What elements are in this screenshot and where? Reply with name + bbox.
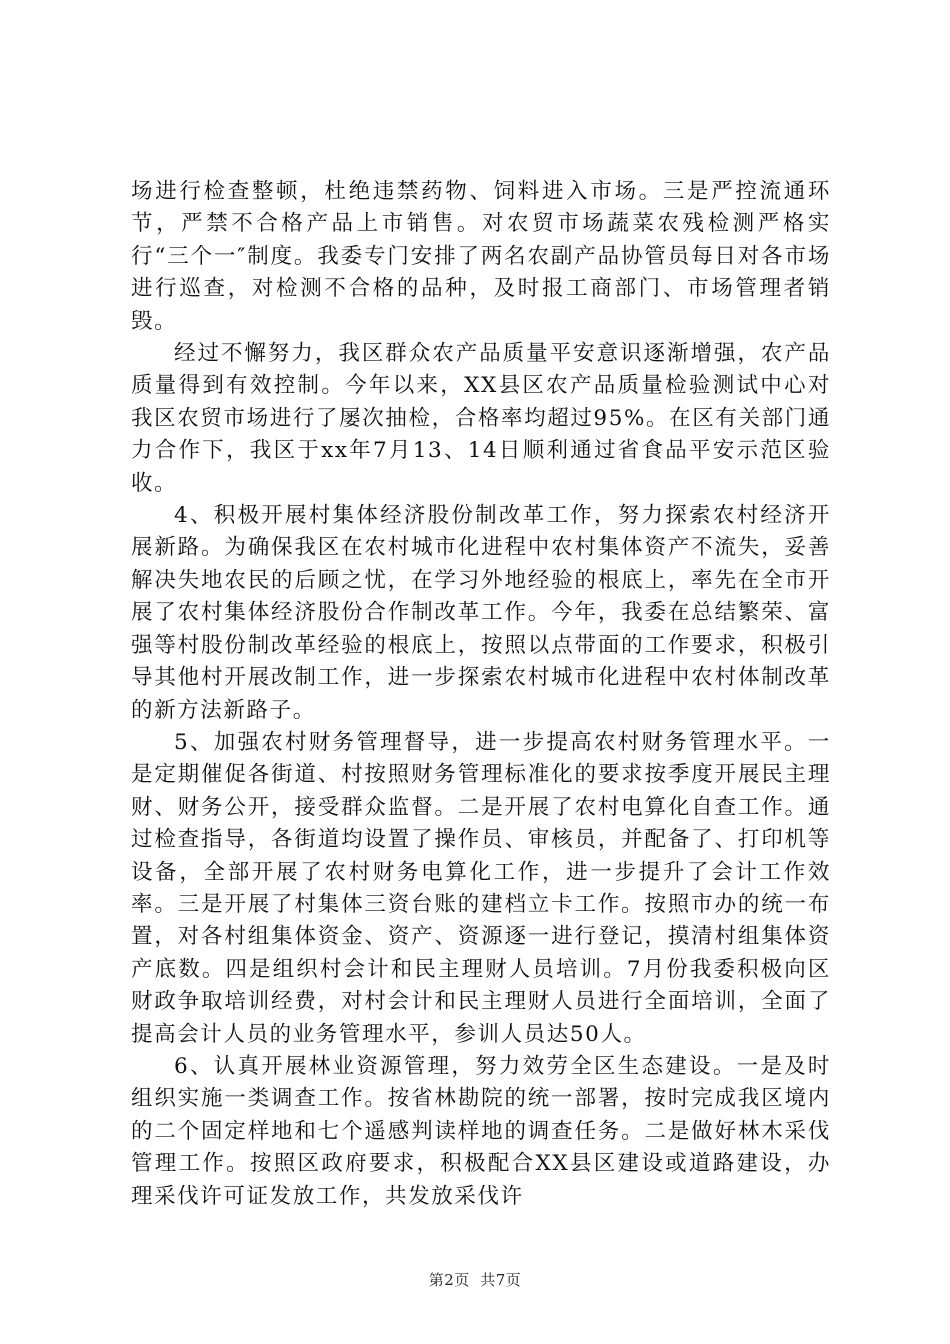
paragraph-1: 场进行检查整顿，杜绝违禁药物、饲料进入市场。三是严控流通环节，严禁不合格产品上市销售。对农贸市场蔬菜农残检测严格实行“三个一″制度。我委专门安排了两名农副产品协管员每日对各市场进行巡查，对检测不合格的品种，及时报工商部门、市场管理者销毁。 — [131, 179, 831, 334]
page-number: 第2页 共7页 — [428, 1271, 522, 1289]
page-footer — [0, 1270, 950, 1290]
paragraph-4: 5、加强农村财务管理督导，进一步提高农村财务管理水平。一是定期催促各街道、村按照财务管理标准化的要求按季度开展民主理财、财务公开，接受群众监督。二是开展了农村电算化自查工作。通过检查指导，各街道均设置了操作员、审核员，并配备了、打印机等设备，全部开展了农村财务电算化工作，进一步提升了会计工作效率。三是开展了村集体三资台账的建档立卡工作。按照市办的统一布置，对各村组集体资金、资产、资源逐一进行登记，摸清村组集体资产底数。四是组织村会计和民主理财人员培训。7月份我委积极向区财政争取培训经费，对村会计和民主理财人员进行全面培训，全面了提高会计人员的业务管理水平，参训人员达50人。 — [131, 729, 831, 1047]
paragraph-5: 6、认真开展林业资源管理，努力效劳全区生态建设。一是及时组织实施一类调查工作。按省林勘院的统一部署，按时完成我区境内的二个固定样地和七个遥感判读样地的调查任务。二是做好林木采伐管理工作。按照区政府要求，积极配合XX县区建设或道路建设，办理采伐许可证发放工作，共发放采伐许 — [131, 1053, 831, 1209]
paragraph-2: 经过不懈努力，我区群众农产品质量平安意识逐渐增强，农产品质量得到有效控制。今年以来，XX县区农产品质量检验测试中心对我区农贸市场进行了屡次抽检，合格率均超过95%。在区有关部门通力合作下，我区于xx年7月13、14日顺利通过省食品平安示范区验收。 — [131, 341, 831, 496]
paragraph-3: 4、积极开展村集体经济股份制改革工作，努力探索农村经济开展新路。为确保我区在农村城市化进程中农村集体资产不流失，妥善解决失地农民的后顾之忧，在学习外地经验的根底上，率先在全市开展了农村集体经济股份合作制改革工作。今年，我委在总结繁荣、富强等村股份制改革经验的根底上，按照以点带面的工作要求，积极引导其他村开展改制工作，进一步探索农村城市化进程中农村体制改革的新方法新路子。 — [131, 503, 831, 723]
document-body — [131, 176, 831, 1213]
